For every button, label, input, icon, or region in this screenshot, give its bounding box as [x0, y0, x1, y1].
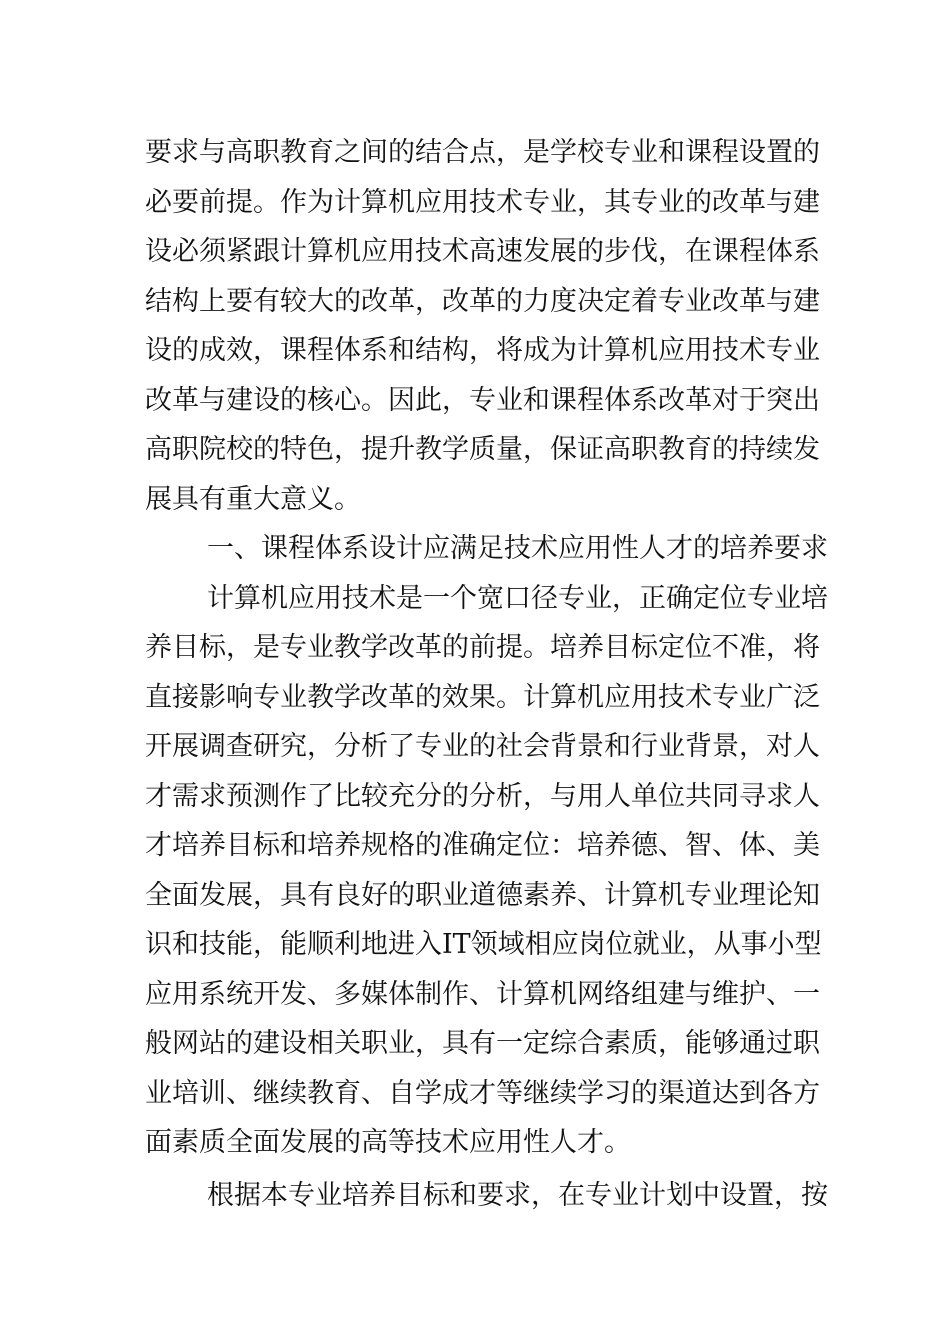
text-line: 才培养目标和培养规格的准确定位：培养德、智、体、美: [145, 830, 820, 861]
text-line: 面素质全面发展的高等技术应用性人才。: [145, 1127, 631, 1158]
text-line: 高职院校的特色，提升教学质量，保证高职教育的持续发: [145, 434, 820, 465]
text-line: 般网站的建设相关职业，具有一定综合素质，能够通过职: [145, 1028, 820, 1059]
text-line: 设的成效，课程体系和结构，将成为计算机应用技术专业: [145, 335, 820, 366]
paragraph-training-objectives: [145, 574, 828, 1168]
text-line: 改革与建设的核心。因此，专业和课程体系改革对于突出: [145, 384, 820, 416]
text-line: 养目标，是专业教学改革的前提。培养目标定位不准，将: [145, 632, 820, 663]
heading-line: 一、课程体系设计应满足技术应用性人才的培养要求: [207, 533, 828, 564]
text-line: 业培训、继续教育、自学成才等继续学习的渠道达到各方: [145, 1077, 820, 1109]
text-line: 开展调查研究，分析了专业的社会背景和行业背景，对人: [145, 731, 820, 762]
paragraph-intro-continuation: [145, 128, 820, 524]
document-body: [145, 128, 828, 1220]
text-line: 才需求预测作了比较充分的分析，与用人单位共同寻求人: [145, 780, 820, 812]
text-line: 计算机应用技术是一个宽口径专业，正确定位专业培: [207, 582, 828, 614]
text-line: 直接影响专业教学改革的效果。计算机应用技术专业广泛: [145, 681, 820, 713]
text-line: 根据本专业培养目标和要求，在专业计划中设置，按: [207, 1179, 828, 1211]
section-heading: [145, 524, 828, 574]
paragraph-curriculum-plan: [145, 1171, 828, 1221]
text-line: 全面发展，具有良好的职业道德素养、计算机专业理论知: [145, 879, 820, 911]
text-line: 识和技能，能顺利地进入IT领域相应岗位就业，从事小型: [145, 929, 822, 960]
text-line: 应用系统开发、多媒体制作、计算机网络组建与维护、一: [145, 978, 820, 1010]
text-line: 展具有重大意义。: [145, 483, 361, 515]
text-line: 必要前提。作为计算机应用技术专业，其专业的改革与建: [145, 186, 820, 218]
text-line: 要求与高职教育之间的结合点，是学校专业和课程设置的: [145, 137, 820, 168]
text-line: 设必须紧跟计算机应用技术高速发展的步伐，在课程体系: [145, 236, 820, 267]
text-line: 结构上要有较大的改革，改革的力度决定着专业改革与建: [145, 285, 820, 317]
